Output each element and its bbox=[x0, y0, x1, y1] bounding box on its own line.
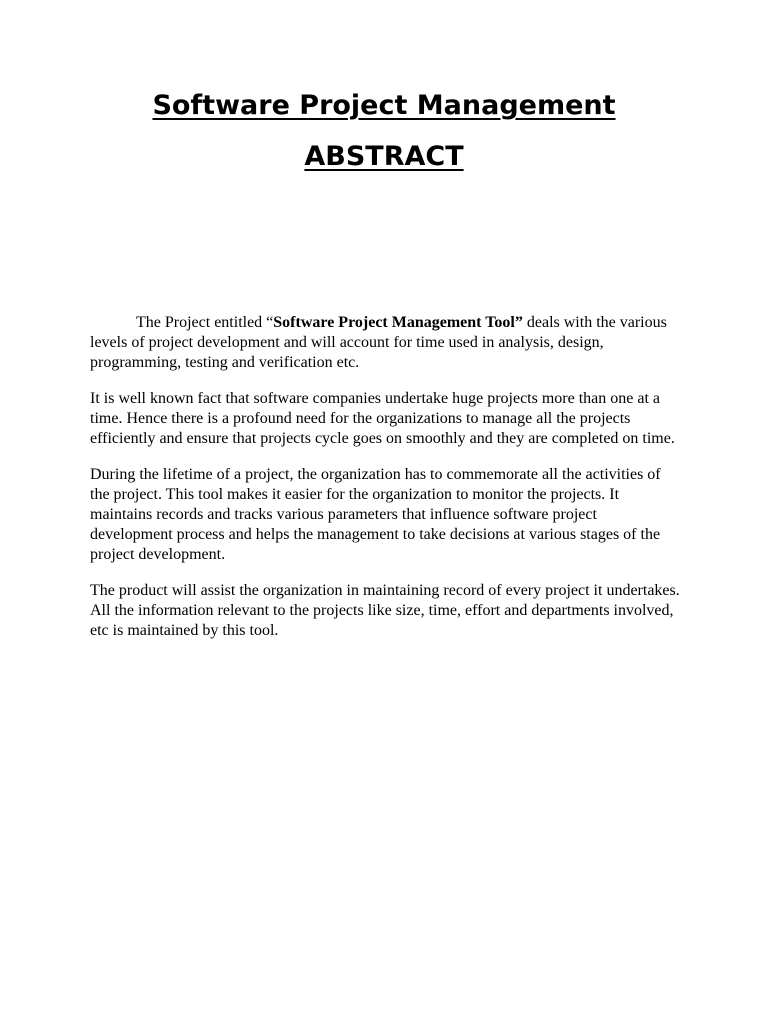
paragraph-3: During the lifetime of a project, the organization has to commemorate all the activities of the project. This tool makes it easier for the organization to monitor the projects. It maintains records and tracks various parameters that influence software project development process and helps the management to take decisions at various stages of the project development. bbox=[90, 466, 661, 563]
project-name-emphasis: Software Project Management Tool” bbox=[273, 314, 523, 331]
document-title: Software Project Management bbox=[152, 90, 616, 121]
paragraph-4: The product will assist the organization in maintaining record of every project it undertakes. All the information relevant to the projects like size, time, effort and departments involved, etc is maintained by this tool. bbox=[90, 582, 680, 639]
abstract-body bbox=[90, 313, 680, 657]
paragraph-2: It is well known fact that software companies undertake huge projects more than one at a time. Hence there is a profound need for the organizations to manage all the projects efficiently and ensure that projects cycle goes on smoothly and they are completed on time. bbox=[90, 390, 675, 447]
paragraph-1-lead: The Project entitled “ bbox=[136, 314, 274, 331]
paragraph-1 bbox=[90, 313, 680, 373]
paragraph-1-rest: deals with the various levels of project development and will account for time used in analysis, design, programming, testing and verification etc. bbox=[90, 314, 667, 371]
document-subtitle: ABSTRACT bbox=[304, 141, 464, 172]
